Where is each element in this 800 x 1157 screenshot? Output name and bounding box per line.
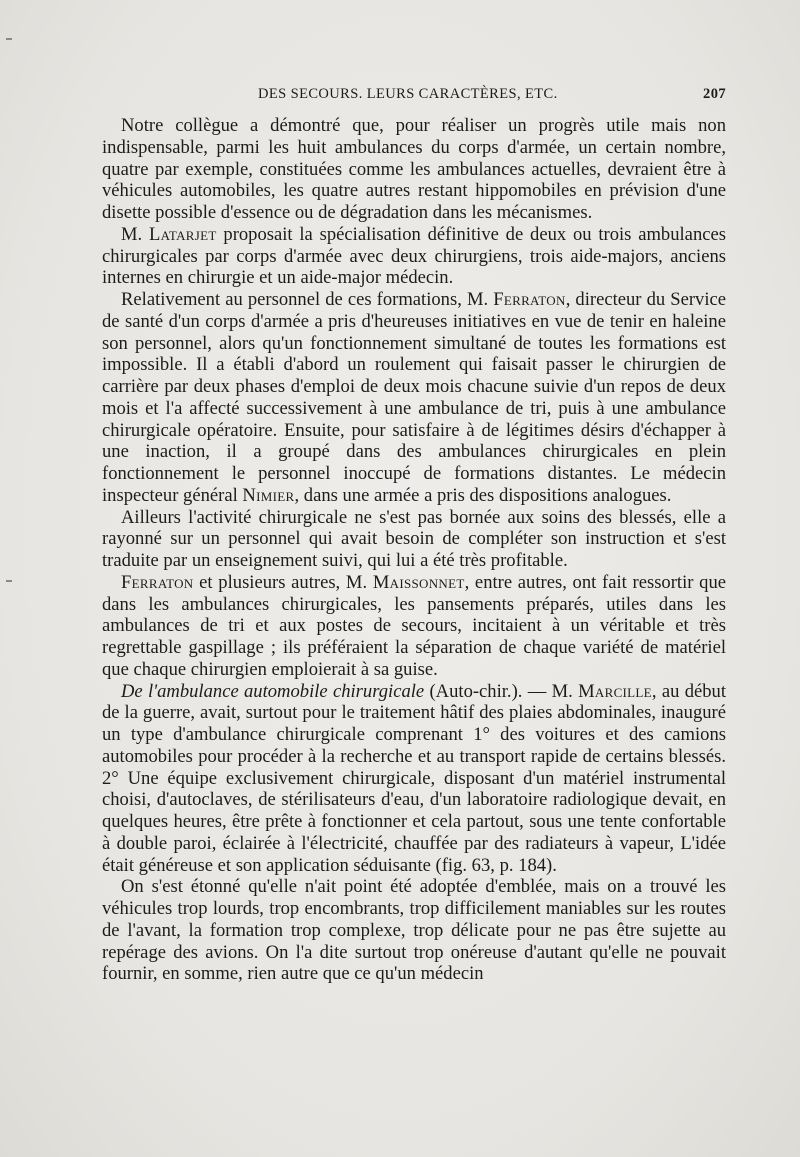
paragraph-text: Notre collègue a démontré que, pour réaliser un progrès utile mais non indispensable, parmi les huit ambulances du corps d'armée, un certain nombre, quatre par exemple, constituées comme les ambulances actuelles, devraient être à véhicules automobiles, les quatre autres restant hippomobiles en prévision d'une disette possible d'essence ou de dégradation dans les mécanismes. — [102, 115, 726, 223]
paragraph-text: , entre autres, ont fait ressortir que dans les ambulances chirurgicales, les pansements préparés, utiles dans les ambulances de tri et aux postes de secours, incitaient à un véritable et très regrettable gaspillage ; ils préféraient la séparation de chaque variété de matériel que chaque chirurgien emploierait à sa guise. — [102, 571, 727, 680]
paragraph-1 — [102, 115, 726, 224]
page-header — [258, 86, 726, 106]
author-name: Latarjet — [148, 223, 217, 245]
paragraph-2 — [102, 224, 726, 289]
author-name: Ferraton — [493, 289, 566, 310]
paragraph-text: (Auto-chir.). — M. — [424, 680, 579, 702]
author-name: Marcille — [578, 680, 652, 702]
paragraph-text: M. — [121, 223, 149, 245]
author-name: Maissonnet — [372, 571, 465, 593]
paragraph-5 — [102, 572, 726, 681]
author-name: Nimier — [242, 484, 295, 506]
paragraph-7 — [102, 876, 726, 985]
paragraph-4 — [102, 507, 726, 572]
section-heading: De l'ambulance automobile chirurgicale — [121, 680, 425, 702]
body-text — [102, 115, 726, 985]
running-head: DES SECOURS. LEURS CARACTÈRES, ETC. — [258, 86, 558, 102]
paragraph-text: proposait la spécialisation définitive de deux ou trois ambulances chirurgicales par corps d'armée avec deux chirurgiens, trois aide-majors, anciens internes en chirurgie et un aide-major médecin. — [102, 223, 726, 289]
paragraph-text: On s'est étonné qu'elle n'ait point été adoptée d'emblée, mais on a trouvé les véhicules trop lourds, trop encombrants, trop difficilement maniables sur les routes de l'avant, la formation trop complexe, trop délicate pour ne pas être sujette au repérage des avions. On l'a dite surtout trop onéreuse d'autant qu'elle ne pouvait fournir, en somme, rien autre que ce qu'un médecin — [102, 876, 726, 985]
paragraph-text: et plusieurs autres, M. — [193, 571, 373, 593]
margin-mark — [6, 580, 12, 582]
margin-mark — [6, 38, 12, 40]
page-number: 207 — [703, 86, 726, 102]
paragraph-text: Ailleurs l'activité chirurgicale ne s'est pas bornée aux soins des blessés, elle a rayonné sur un personnel qui avait besoin de compléter son instruction et s'est traduite par un enseignement suivi, qui lui a été très profitable. — [102, 506, 726, 571]
paragraph-3 — [102, 289, 726, 507]
paragraph-6 — [102, 681, 726, 877]
paragraph-text: , au début de la guerre, avait, surtout pour le traitement hâtif des plaies abdominales, inauguré un type d'ambulance chirurgicale comprenant 1° des voitures et des camions automobiles pour procéder à la recherche et au transport rapide de certains blessés. 2° Une équipe exclusivement chirurgicale, disposant d'un matériel instrumental choisi, d'autoclaves, de stérilisateurs d'eau, d'un laboratoire radiologique devait, en quelques heures, être prête à fonctionner et cela partout, sous une tente confortable à double paroi, éclairée à l'électricité, chauffée par des radiateurs à vapeur, L'idée était généreuse et son application séduisante (fig. 63, p. 184). — [102, 680, 726, 876]
paragraph-text: , directeur du Service de santé d'un corps d'armée a pris d'heureuses initiatives en vue de tenir en haleine son personnel, alors qu'un fonctionnement simultané de toutes les formations est impossible. Il a établi d'abord un roulement qui faisait passer le chirurgien de carrière par deux phases d'emploi de deux mois chacune suivie d'un repos de deux mois et l'a affecté successivement à une ambulance de tri, puis à une ambulance chirurgicale opératoire. Ensuite, pour satisfaire à de légitimes désirs d'échapper à une inaction, il a groupé dans des ambulances chirurgicales en plein fonctionnement le personnel inoccupé de formations distantes. Le médecin inspecteur général — [102, 289, 726, 506]
paragraph-text: Relativement au personnel de ces formations, M. — [121, 289, 494, 310]
paragraph-text: , dans une armée a pris des dispositions analogues. — [294, 484, 672, 506]
author-name: Ferraton — [121, 571, 194, 593]
